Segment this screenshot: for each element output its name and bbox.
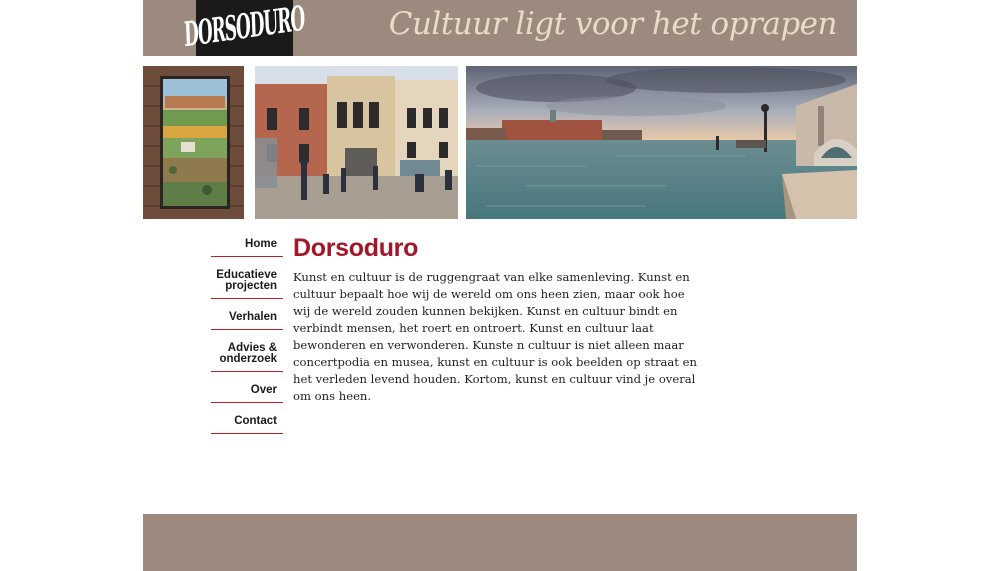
mural-photo <box>143 66 244 219</box>
site-logo[interactable] <box>183 0 306 57</box>
nav-item-contact[interactable]: Contact <box>211 413 283 434</box>
nav-item-verhalen[interactable]: Verhalen <box>211 309 283 330</box>
header-banner <box>143 0 857 56</box>
nav-item-advies-onderzoek[interactable]: Advies & onderzoek <box>211 340 283 372</box>
venice-lagoon-photo <box>466 66 857 219</box>
main-nav <box>211 236 283 444</box>
page <box>143 0 857 571</box>
intro-paragraph: Kunst en cultuur is de ruggengraat van elke samenleving. Kunst en cultuur bepaalt hoe wij de wereld om ons heen zien, maar ook hoe wij de wereld zouden kunnen bekijken. Kunst en cultuur bindt en verbindt mensen, het roert en ontroert. Kunst en cultuur laat bewonderen en verwonderen. Kunste n cultuur is niet alleen maar concertpodia en musea, kunst en cultuur is ook beelden op straat en het verleden levend houden. Kortom, kunst en cultuur vind je overal om ons heen. <box>293 270 697 403</box>
photo-strip <box>143 66 857 219</box>
footer-banner <box>143 514 857 571</box>
main-content <box>293 233 699 405</box>
nav-item-over[interactable]: Over <box>211 382 283 403</box>
page-title: Dorsoduro <box>293 234 419 262</box>
nav-item-educatieve-projecten[interactable]: Educatieve projecten <box>211 267 283 299</box>
site-tagline: Cultuur ligt voor het oprapen <box>388 6 837 42</box>
nav-item-home[interactable]: Home <box>211 236 283 257</box>
logo-text: DORSODURO <box>183 0 306 57</box>
venetian-square-photo <box>255 66 458 219</box>
